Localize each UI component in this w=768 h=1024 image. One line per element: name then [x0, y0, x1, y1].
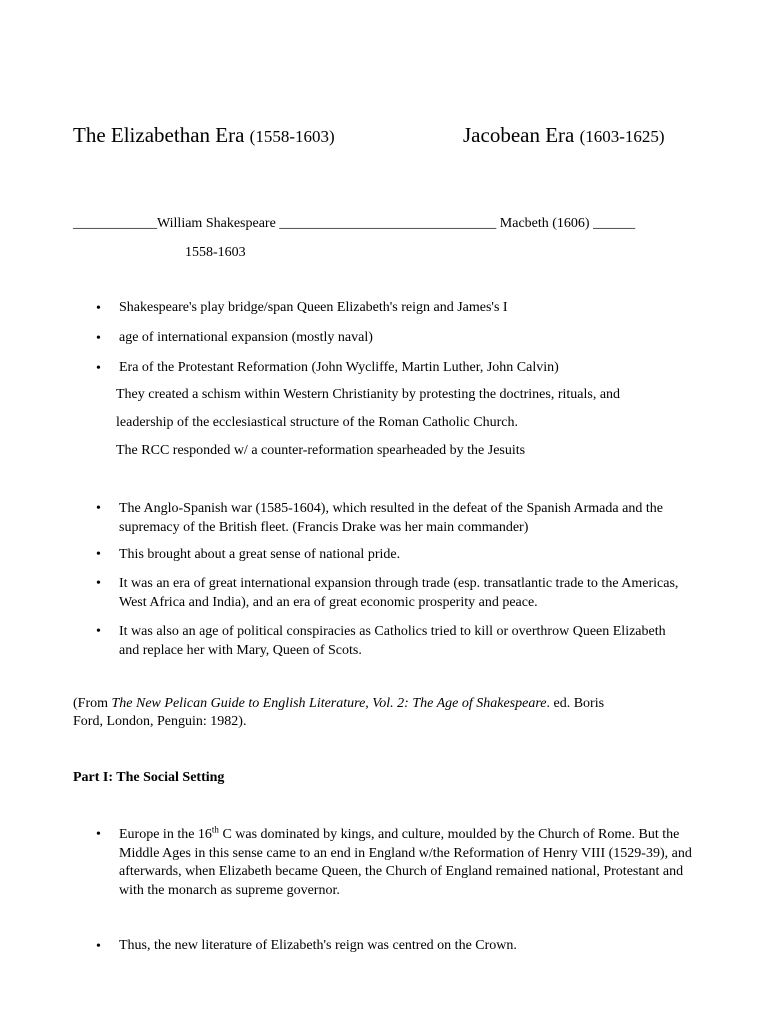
list-item	[119, 826, 699, 900]
bullet-marker: •	[96, 301, 101, 316]
bullet-marker: •	[96, 501, 101, 516]
bullet-marker: •	[96, 361, 101, 376]
list-item: This brought about a great sense of national pride.	[119, 547, 401, 562]
citation-comma: ,	[365, 696, 373, 711]
list-item: It was also an age of political conspiracies as Catholics tried to kill or overthrow Queen Elizabeth and replace her with Mary, Queen of Scots.	[119, 624, 666, 658]
jacobean-title-text: Jacobean Era	[463, 123, 575, 147]
citation-line-2: Ford, London, Penguin: 1982).	[73, 714, 247, 729]
bullet-text-post: C was dominated by kings, and culture, moulded by the Church of Rome. But the Middle Ages in this sense came to an end in England w/the Reformation of Henry VIII (1529-39), and afterwards, when Elizabeth became Queen, the Church of England remained national, Protestant and with the monarch as supreme governor.	[119, 827, 692, 898]
list-item: age of international expansion (mostly naval)	[119, 330, 373, 345]
list-item: It was an era of great international expansion through trade (esp. transatlantic trade to the Americas, West Africa and India), and an era of great economic prosperity and peace.	[119, 576, 679, 610]
citation-rest: . ed. Boris	[546, 696, 605, 711]
timeline-dates: 1558-1603	[185, 245, 246, 260]
bullet-marker: •	[96, 576, 101, 591]
bullet-marker: •	[96, 547, 101, 562]
list-item: Shakespeare's play bridge/span Queen Elizabeth's reign and James's I	[119, 300, 508, 315]
bullet-text-pre: Europe in the 16	[119, 827, 212, 842]
citation-prefix: (From	[73, 696, 112, 711]
paragraph-line: They created a schism within Western Christianity by protesting the doctrines, rituals, and	[116, 387, 621, 402]
paragraph-line: The RCC responded w/ a counter-reformation spearheaded by the Jesuits	[116, 443, 526, 458]
jacobean-years: (1603-1625)	[579, 127, 665, 146]
bullet-marker: •	[96, 331, 101, 346]
list-item: Thus, the new literature of Elizabeth's reign was centred on the Crown.	[119, 938, 517, 953]
citation-line-1	[73, 696, 604, 712]
elizabethan-title-text: The Elizabethan Era	[73, 123, 245, 147]
elizabethan-years: (1558-1603)	[249, 127, 335, 146]
citation-book-title: The New Pelican Guide to English Literature	[111, 696, 366, 711]
elizabethan-era-title	[73, 123, 335, 148]
timeline-line: ____________William Shakespeare _______________________________ Macbeth (1606) ______	[73, 216, 636, 231]
list-item: The Anglo-Spanish war (1585-1604), which resulted in the defeat of the Spanish Armada and the supremacy of the British fleet. (Francis Drake was her main commander)	[119, 501, 663, 535]
paragraph-line: leadership of the ecclesiastical structure of the Roman Catholic Church.	[116, 415, 518, 430]
bullet-marker: •	[96, 939, 101, 954]
section-heading: Part I: The Social Setting	[73, 770, 225, 785]
superscript: th	[211, 824, 219, 835]
jacobean-era-title	[463, 123, 665, 148]
list-item: Era of the Protestant Reformation (John Wycliffe, Martin Luther, John Calvin)	[119, 360, 559, 375]
bullet-marker: •	[96, 624, 101, 639]
citation-volume: Vol. 2: The Age of Shakespeare	[372, 696, 547, 711]
bullet-marker: •	[96, 827, 101, 842]
